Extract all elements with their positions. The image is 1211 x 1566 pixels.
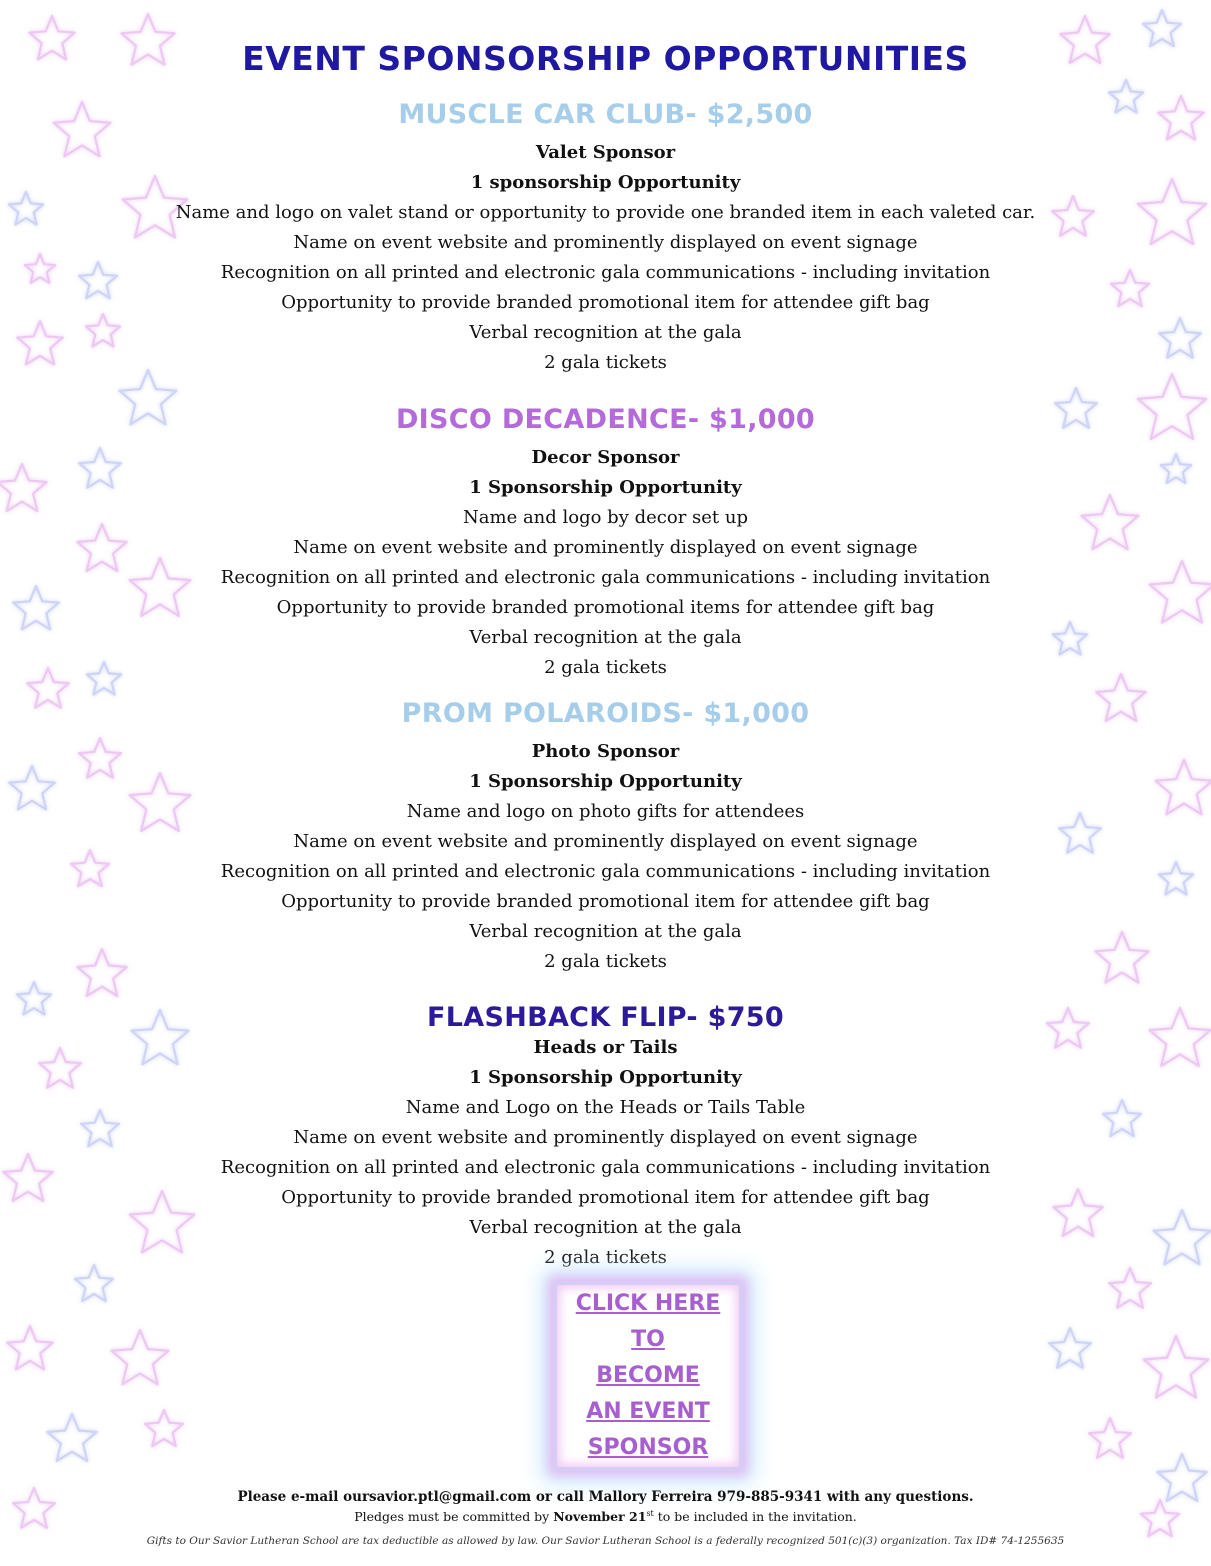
benefit-item: Recognition on all printed and electronic gala communications - including invitation bbox=[220, 861, 991, 882]
become-sponsor-link[interactable] bbox=[553, 1281, 743, 1471]
section-disco-decadence bbox=[0, 397, 1211, 683]
pledge-deadline bbox=[0, 1507, 1211, 1527]
pledge-prefix: Pledges must be committed by bbox=[354, 1509, 554, 1524]
benefit-item: 2 gala tickets bbox=[544, 657, 667, 678]
section-flashback-flip bbox=[0, 995, 1211, 1273]
benefit-item: Name on event website and prominently displayed on event signage bbox=[293, 537, 918, 558]
section-muscle-car-club bbox=[0, 92, 1211, 378]
benefit-item: Verbal recognition at the gala bbox=[469, 921, 742, 942]
pledge-suffix: to be included in the invitation. bbox=[653, 1509, 857, 1524]
cta-line[interactable]: BECOME bbox=[596, 1363, 700, 1388]
pledge-date-suffix: st bbox=[646, 1508, 654, 1518]
section-heading: FLASHBACK FLIP- $750 bbox=[427, 1002, 784, 1033]
sponsor-type: Photo Sponsor bbox=[531, 741, 680, 762]
benefit-item: Opportunity to provide branded promotional items for attendee gift bag bbox=[276, 597, 935, 618]
benefit-item: 2 gala tickets bbox=[544, 352, 667, 373]
cta-line[interactable]: SPONSOR bbox=[587, 1435, 709, 1460]
contact-line: Please e-mail oursavior.ptl@gmail.com or call Mallory Ferreira 979-885-9341 with any questions. bbox=[237, 1489, 974, 1505]
benefit-item: Recognition on all printed and electronic gala communications - including invitation bbox=[220, 262, 991, 283]
opportunity-count: 1 sponsorship Opportunity bbox=[470, 172, 741, 193]
benefit-item: Recognition on all printed and electronic gala communications - including invitation bbox=[220, 1157, 991, 1178]
benefit-item: Name on event website and prominently displayed on event signage bbox=[293, 1127, 918, 1148]
section-heading: PROM POLAROIDS- $1,000 bbox=[401, 698, 810, 729]
benefit-item: Verbal recognition at the gala bbox=[469, 1217, 742, 1238]
benefit-item: Name on event website and prominently displayed on event signage bbox=[293, 232, 918, 253]
benefit-item: Verbal recognition at the gala bbox=[469, 627, 742, 648]
section-heading: MUSCLE CAR CLUB- $2,500 bbox=[398, 99, 813, 130]
section-heading: DISCO DECADENCE- $1,000 bbox=[395, 404, 816, 435]
tax-disclaimer: Gifts to Our Savior Lutheran School are tax deductible as allowed by law. Our Savior Lutheran School is a federally recognized 501(c)(3) organization. Tax ID# 74-1255635 bbox=[146, 1535, 1065, 1547]
sponsor-type: Decor Sponsor bbox=[531, 447, 680, 468]
sponsor-type: Valet Sponsor bbox=[535, 142, 676, 163]
cta-line[interactable]: AN EVENT bbox=[586, 1399, 710, 1424]
page-title: EVENT SPONSORSHIP OPPORTUNITIES bbox=[242, 39, 969, 78]
benefit-item: Recognition on all printed and electronic gala communications - including invitation bbox=[220, 567, 991, 588]
benefit-item: Name and logo on photo gifts for attendees bbox=[406, 801, 805, 822]
benefit-item: Opportunity to provide branded promotional item for attendee gift bag bbox=[281, 1187, 930, 1208]
benefit-item: Name and logo by decor set up bbox=[463, 507, 748, 528]
benefit-item: Opportunity to provide branded promotional item for attendee gift bag bbox=[281, 891, 930, 912]
opportunity-count: 1 Sponsorship Opportunity bbox=[469, 771, 742, 792]
pledge-date: November 21 bbox=[553, 1509, 647, 1524]
cta-text[interactable] bbox=[563, 1286, 733, 1466]
benefit-item: 2 gala tickets bbox=[544, 951, 667, 972]
opportunity-count: 1 Sponsorship Opportunity bbox=[469, 477, 742, 498]
benefit-item: Name on event website and prominently displayed on event signage bbox=[293, 831, 918, 852]
section-prom-polaroids bbox=[0, 691, 1211, 977]
benefit-item: Name and Logo on the Heads or Tails Table bbox=[405, 1097, 806, 1118]
cta-line[interactable]: CLICK HERE TO bbox=[575, 1291, 721, 1352]
sponsor-type: Heads or Tails bbox=[533, 1037, 678, 1058]
benefit-item: Opportunity to provide branded promotional item for attendee gift bag bbox=[281, 292, 930, 313]
benefit-item: 2 gala tickets bbox=[544, 1247, 667, 1268]
benefit-item: Verbal recognition at the gala bbox=[469, 322, 742, 343]
opportunity-count: 1 Sponsorship Opportunity bbox=[469, 1067, 742, 1088]
benefit-item: Name and logo on valet stand or opportunity to provide one branded item in each valeted car. bbox=[175, 202, 1036, 223]
